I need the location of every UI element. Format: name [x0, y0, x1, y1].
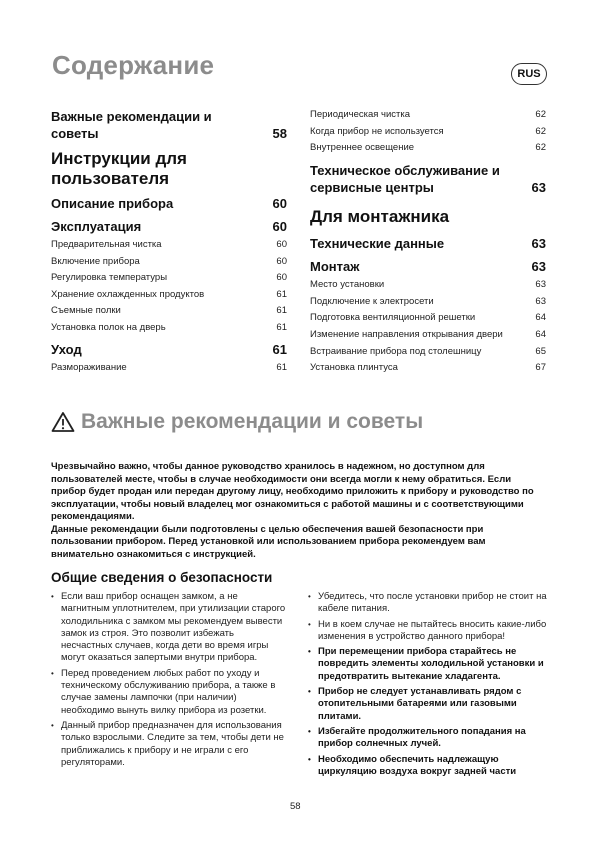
toc-entry[interactable]: [310, 329, 546, 340]
toc-entry-page: 61: [272, 342, 287, 357]
list-item: • При перемещении прибора старайтесь не повредить элементы холодильной установки и предотвратить вытекание хладагента.: [308, 646, 548, 683]
toc-entry-label: Уход: [51, 342, 82, 357]
toc-entry-page: 64: [535, 312, 546, 323]
list-item: • Перед проведением любых работ по уходу и техническому обслуживанию прибора, а также в случае замены лампочки (при наличии) необходимо вынуть вилку прибора из розетки.: [51, 668, 287, 717]
toc-entry[interactable]: [51, 322, 287, 333]
toc-entry-page: 62: [535, 109, 546, 120]
intro-text: [51, 461, 543, 561]
toc-entry-page: 63: [535, 296, 546, 307]
toc-entry-label: Регулировка температуры: [51, 272, 168, 283]
toc-entry[interactable]: [51, 256, 287, 267]
toc-entry-page: 62: [535, 142, 546, 153]
toc-entry[interactable]: [310, 109, 546, 120]
toc-entry[interactable]: [51, 219, 287, 234]
toc-entry-page: 60: [276, 239, 287, 250]
toc-entry-page: 63: [535, 279, 546, 290]
list-item: • Необходимо обеспечить надлежащую циркуляцию воздуха вокруг задней части: [308, 754, 548, 779]
toc-entry-page: 63: [531, 259, 546, 274]
toc-entry[interactable]: [310, 346, 546, 357]
toc-section-heading[interactable]: [51, 149, 231, 189]
toc-entry-label: Внутреннее освещение: [310, 142, 415, 153]
list-item: • Убедитесь, что после установки прибор не стоит на кабеле питания.: [308, 591, 548, 616]
toc-entry-label: Предварительная чистка: [51, 239, 162, 250]
toc-entry-page: 63: [531, 180, 546, 195]
intro-paragraph: Чрезвычайно важно, чтобы данное руководство хранилось в надежном, но доступном для пользователей месте, чтобы в случае необходимости они всегда могли к нему обратиться. Если прибор будет продан или передан другому лицу, необходимо приложить к прибору и руководство по эксплуатации, чтобы новый владелец мог ознакомиться с работой машины и с соответствующими рекомендациями.: [51, 461, 534, 522]
language-badge: RUS: [511, 63, 547, 85]
toc-entry-page: 61: [276, 322, 287, 333]
toc-entry-label: Для монтажника: [310, 207, 450, 226]
safety-list-left: [51, 591, 287, 772]
toc-entry-page: 61: [276, 289, 287, 300]
toc-entry-label: Технические данные: [310, 236, 445, 251]
page-number: 58: [290, 801, 301, 812]
toc-entry-label: Когда прибор не используется: [310, 126, 444, 137]
toc-entry-label: Хранение охлажденных продуктов: [51, 289, 205, 300]
toc-entry-label: Подготовка вентиляционной решетки: [310, 312, 476, 323]
toc-entry-page: 63: [531, 236, 546, 251]
warning-icon: [51, 411, 75, 433]
toc-entry-page: 67: [535, 362, 546, 373]
toc-entry[interactable]: [310, 279, 546, 290]
toc-entry-page: 64: [535, 329, 546, 340]
toc-entry[interactable]: [310, 312, 546, 323]
toc-entry-page: 60: [272, 219, 287, 234]
toc-entry-label: Съемные полки: [51, 305, 121, 316]
toc-entry[interactable]: [310, 142, 546, 153]
toc-section-heading[interactable]: [310, 207, 546, 227]
safety-list-right: [308, 591, 548, 781]
toc-entry-label: Техническое обслуживание и сервисные центры: [310, 163, 500, 195]
toc-entry[interactable]: [310, 296, 546, 307]
toc-entry-page: 61: [276, 305, 287, 316]
toc-entry-page: 61: [276, 362, 287, 373]
toc-entry-label: Изменение направления открывания двери: [310, 329, 503, 340]
toc-entry[interactable]: [51, 196, 287, 211]
list-item: • Прибор не следует устанавливать рядом с отопительными батареями или газовыми плитами.: [308, 686, 548, 723]
toc-entry[interactable]: [51, 305, 287, 316]
toc-entry-label: Включение прибора: [51, 256, 140, 267]
toc-entry-page: 60: [276, 256, 287, 267]
toc-entry[interactable]: [51, 342, 287, 357]
toc-entry[interactable]: [310, 236, 546, 251]
toc-entry-page: 65: [535, 346, 546, 357]
toc-entry-label: Размораживание: [51, 362, 127, 373]
toc-entry-page: 62: [535, 126, 546, 137]
section-heading: [51, 410, 423, 434]
toc-entry[interactable]: [310, 259, 546, 274]
toc-entry[interactable]: [310, 126, 546, 137]
toc-entry[interactable]: [310, 362, 546, 373]
toc-entry-page: 58: [272, 126, 287, 141]
toc-entry[interactable]: [51, 362, 287, 373]
toc-entry-label: Установка плинтуса: [310, 362, 398, 373]
safety-heading: Общие сведения о безопасности: [51, 570, 273, 585]
toc-entry-label: Монтаж: [310, 259, 360, 274]
toc-entry-label: Место установки: [310, 279, 385, 290]
section-title: Важные рекомендации и советы: [81, 410, 424, 433]
toc-entry-label: Важные рекомендации и советы: [51, 109, 212, 141]
toc-entry-label: Встраивание прибора под столешницу: [310, 346, 482, 357]
toc-entry-label: Установка полок на дверь: [51, 322, 166, 333]
toc-entry-label: Эксплуатация: [51, 219, 142, 234]
toc-entry-label: Описание прибора: [51, 196, 174, 211]
toc-entry[interactable]: [310, 162, 546, 196]
toc-entry-page: 60: [272, 196, 287, 211]
list-item: • Данный прибор предназначен для использования только взрослыми. Следите за тем, чтобы дети не приближались к прибору и не играли с его регуляторами.: [51, 720, 287, 769]
list-item: • Если ваш прибор оснащен замком, а не магнитным уплотнителем, при утилизации старого холодильника с замком мы рекомендуем вывести замок из строя. Это позволит избежать несчастных случаев, когда дети во время игры могут оказаться запертыми внутри прибора.: [51, 591, 287, 665]
toc-entry-label: Периодическая чистка: [310, 109, 411, 120]
toc-entry[interactable]: [51, 108, 287, 142]
toc-entry[interactable]: [51, 272, 287, 283]
toc-entry[interactable]: [51, 289, 287, 300]
page-title: Содержание: [52, 50, 215, 80]
toc-entry[interactable]: [51, 239, 287, 250]
list-item: • Ни в коем случае не пытайтесь вносить какие-либо изменения в устройство данного прибора!: [308, 619, 548, 644]
toc-entry-page: 60: [276, 272, 287, 283]
toc-entry-label: Инструкции для пользователя: [51, 149, 187, 188]
toc-entry-label: Подключение к электросети: [310, 296, 434, 307]
list-item: • Избегайте продолжительного попадания на прибор солнечных лучей.: [308, 726, 548, 751]
intro-paragraph: Данные рекомендации были подготовлены с целью обеспечения вашей безопасности при пользовании прибором. Перед установкой или использованием прибора рекомендуем вам внимательно ознакомиться с инструкцией.: [51, 523, 486, 560]
